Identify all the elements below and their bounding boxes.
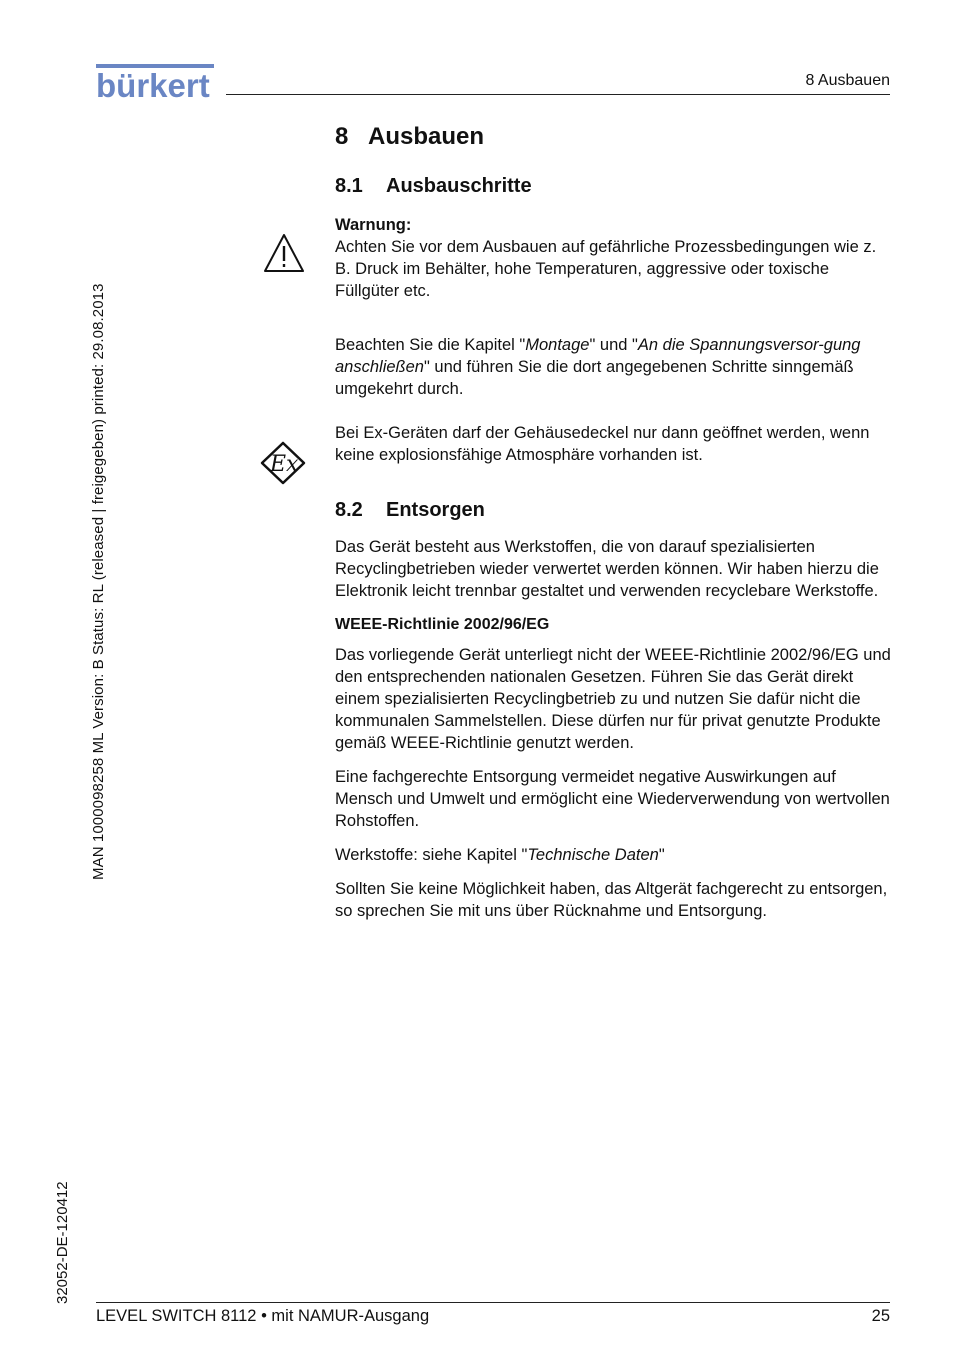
header-rule	[226, 94, 890, 95]
burkert-logo	[96, 64, 214, 100]
ex-note-text: Bei Ex-Geräten darf der Gehäusedeckel nur dann geöffnet werden, wenn keine explosionsfähige Atmosphäre vorhanden ist.	[335, 424, 870, 464]
disposal-paragraph-1: Das Gerät besteht aus Werkstoffen, die von darauf spezialisierten Recyclingbetrieben wieder verwertet werden können. Wir haben hierzu die Elektronik leicht trennbar gestaltet und verwenden recyclebare Werkstoffe.	[335, 538, 879, 600]
disposal-paragraph-2: Das vorliegende Gerät unterliegt nicht der WEEE-Richtlinie 2002/96/EG und den entsprechenden nationalen Gesetzen. Führen Sie das Gerät direkt einem spezialisierten Recyclingbetrieb zu und nutzen Sie dafür nicht die kommunalen Sammelstellen. Diese dürfen nur für privat genutzte Produkte gemäß WEEE-Richtlinie genutzt werden.	[335, 646, 891, 752]
ex-explosion-protection-icon	[259, 441, 307, 485]
warning-text: Achten Sie vor dem Ausbauen auf gefährliche Prozessbedingungen wie z. B. Druck im Behälter, hohe Temperaturen, aggressive oder toxische Füllgüter etc.	[335, 238, 877, 300]
document-meta: MAN 1000098258 ML Version: B Status: RL (released | freigegeben) printed: 29.08.2013	[90, 283, 107, 880]
footer-rule	[96, 1302, 890, 1303]
disposal-paragraph-3: Eine fachgerechte Entsorgung vermeidet negative Auswirkungen auf Mensch und Umwelt und ermöglicht eine Wiederverwendung von wertvollen Rohstoffen.	[335, 768, 890, 830]
main-content	[335, 120, 891, 922]
footer-title: LEVEL SWITCH 8112 • mit NAMUR-Ausgang	[96, 1307, 430, 1325]
chapter-heading: 8 Ausbauen	[335, 123, 485, 150]
page-number: 25	[871, 1307, 890, 1325]
header-section: 8 Ausbauen	[805, 72, 890, 89]
section-heading-entsorgen: 8.2 Entsorgen	[335, 499, 485, 521]
disposal-paragraph-5: Sollten Sie keine Möglichkeit haben, das Altgerät fachgerecht zu entsorgen, so sprechen Sie mit uns über Rücknahme und Entsorgung.	[335, 880, 888, 920]
section-heading-ausbauschritte: 8.1 Ausbauschritte	[335, 175, 532, 197]
weee-heading: WEEE-Richtlinie 2002/96/EG	[335, 616, 550, 633]
warning-label: Warnung:	[335, 216, 412, 234]
disposal-paragraph-4: Werkstoffe: siehe Kapitel "Technische Daten"	[335, 846, 665, 864]
note-paragraph: Beachten Sie die Kapitel "Montage" und "An die Spannungsversor-gung anschließen" und führen Sie die dort angegebenen Schritte sinngemäß umgekehrt durch.	[335, 336, 861, 398]
document-code: 32052-DE-120412	[54, 1181, 71, 1304]
brand-text: bürkert	[96, 67, 210, 100]
warning-triangle-icon	[262, 232, 306, 274]
svg-text:Ex: Ex	[270, 452, 299, 477]
